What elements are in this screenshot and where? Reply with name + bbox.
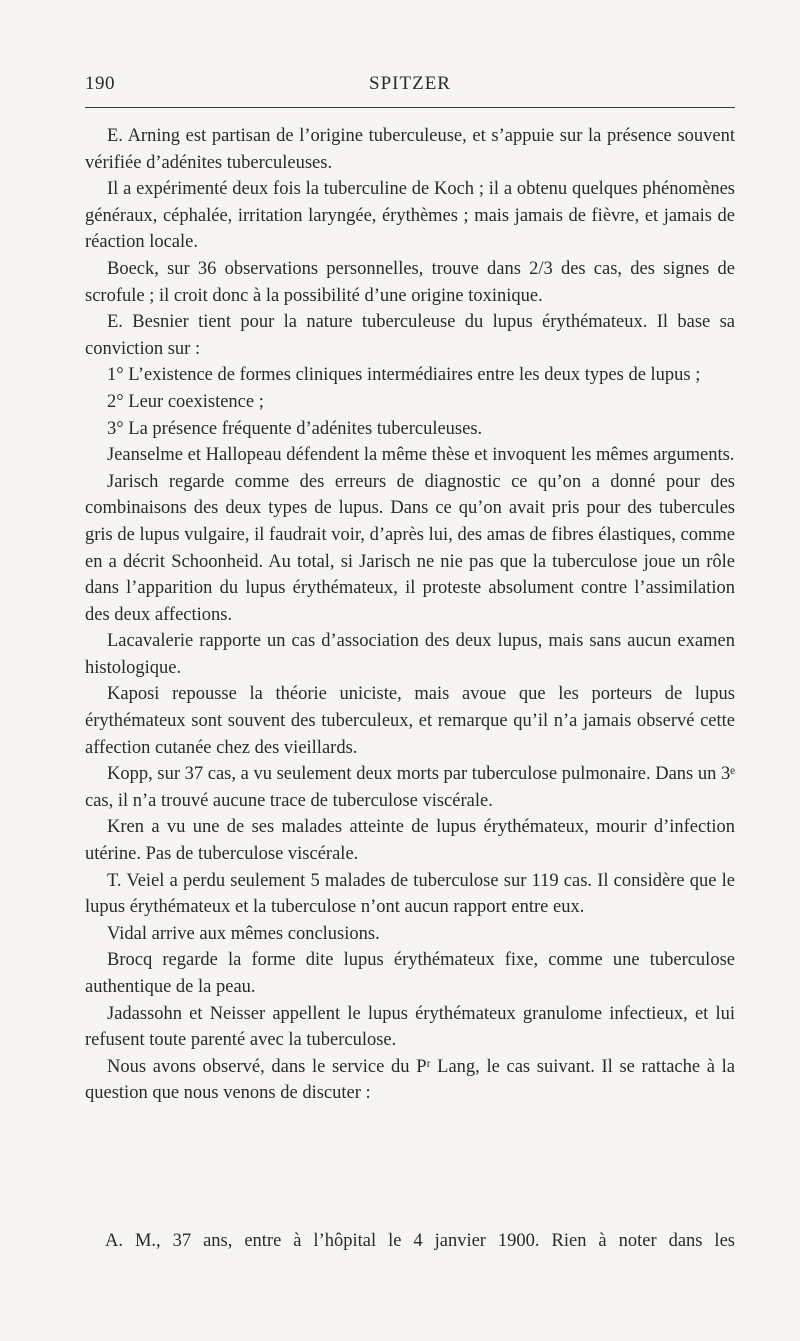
case-observation-line: A. M., 37 ans, entre à l’hôpital le 4 janvier 1900. Rien à noter dans les <box>105 1231 735 1251</box>
paragraph-besnier: E. Besnier tient pour la nature tuberculeuse du lupus érythémateux. Il base sa conviction sur : <box>85 312 735 359</box>
running-head <box>85 73 735 99</box>
paragraph-point-3: 3° La présence fréquente d’adénites tuberculeuses. <box>107 418 483 439</box>
paragraph-lacavalerie: Lacavalerie rapporte un cas d’association des deux lupus, mais sans aucun examen histologique. <box>85 631 735 678</box>
paragraph-veiel: T. Veiel a perdu seulement 5 malades de tuberculose sur 119 cas. Il considère que le lupus érythémateux et la tuberculose n’ont aucun rapport entre eux. <box>85 870 735 918</box>
paragraph-jadassohn: Jadassohn et Neisser appellent le lupus érythémateux granulome infectieux, et lui refusent toute parenté avec la tuberculose. <box>85 1003 735 1051</box>
paragraph-brocq: Brocq regarde la forme dite lupus érythémateux fixe, comme une tuberculose authentique de la peau. <box>85 950 735 997</box>
paragraph-jeanselme: Jeanselme et Hallopeau défendent la même thèse et invoquent les mêmes arguments. <box>107 445 735 466</box>
paragraph-tuberculine: Il a expérimenté deux fois la tuberculine de Koch ; il a obtenu quelques phénomènes généraux, céphalée, irritation laryngée, érythèmes ; mais jamais de fièvre, et jamais de réaction locale. <box>85 179 735 253</box>
running-title: SPITZER <box>369 73 451 94</box>
paragraph-vidal: Vidal arrive aux mêmes conclusions. <box>107 923 380 944</box>
page-number: 190 <box>85 73 115 94</box>
paragraph-lang: Nous avons observé, dans le service du Pʳ Lang, le cas suivant. Il se rattache à la question que nous venons de discuter : <box>85 1056 735 1104</box>
header-rule <box>85 107 735 108</box>
paragraph-boeck: Boeck, sur 36 observations personnelles, trouve dans 2/3 des cas, des signes de scrofule ; il croit donc à la possibilité d’une origine toxinique. <box>85 258 735 306</box>
body-text <box>85 123 735 1107</box>
paragraph-kren: Kren a vu une de ses malades atteinte de lupus érythémateux, mourir d’infection utérine. Pas de tuberculose viscérale. <box>85 817 735 865</box>
paragraph-point-2: 2° Leur coexistence ; <box>107 391 264 412</box>
paragraph-jarisch: Jarisch regarde comme des erreurs de diagnostic ce qu’on a donné pour des combinaisons des deux types de lupus. Dans ce qu’on avait pris pour des tubercules gris de lupus vulgaire, il faudrait voir, d’après lui, des amas de fibres élastiques, comme en a décrit Schoonheid. Au total, si Jarisch ne nie pas que la tuberculose joue un rôle dans l’apparition du lupus érythémateux, il proteste absolument contre l’assimilation des deux affections. <box>85 471 735 625</box>
paragraph-point-1: 1° L’existence de formes cliniques intermédiaires entre les deux types de lupus ; <box>107 365 701 386</box>
paragraph-kaposi: Kaposi repousse la théorie uniciste, mais avoue que les porteurs de lupus érythémateux sont souvent des tuberculeux, et remarque qu’il n’a jamais observé cette affection cutanée chez des vieillards. <box>85 684 735 758</box>
paragraph-kopp: Kopp, sur 37 cas, a vu seulement deux morts par tuberculose pulmonaire. Dans un 3ᵉ cas, il n’a trouvé aucune trace de tuberculose viscérale. <box>85 764 735 811</box>
paragraph-arning: E. Arning est partisan de l’origine tuberculeuse, et s’appuie sur la présence souvent vérifiée d’adénites tuberculeuses. <box>85 126 735 173</box>
